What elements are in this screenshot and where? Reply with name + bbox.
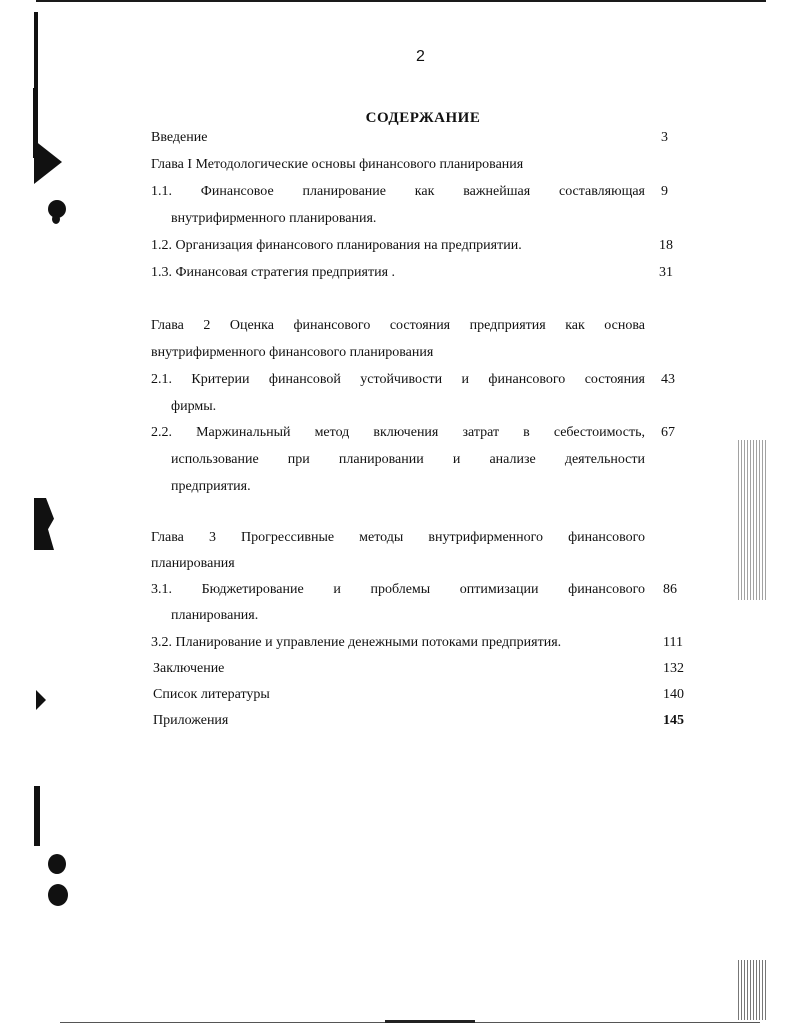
toc-entry-continuation <box>171 446 645 473</box>
toc-entry-page: 111 <box>663 635 683 650</box>
toc-entry-text: Глава 3 Прогрессивные методы внутрифирменного финансового <box>151 530 645 545</box>
toc-entry-page: 43 <box>661 372 675 387</box>
scan-blot <box>48 884 68 906</box>
toc-entry-text: 2.2. Маржинальный метод включения затрат в себестоимость, <box>151 425 645 440</box>
toc-entry-text: Введение <box>151 130 208 145</box>
toc-entry <box>153 681 684 708</box>
toc-chapter <box>151 524 645 551</box>
toc-entry-text: использование при планировании и анализе деятельности <box>171 452 645 467</box>
toc-entry-page: 18 <box>659 238 673 253</box>
scan-blot <box>48 854 66 874</box>
scan-blot <box>52 214 60 224</box>
toc-entry-page: 140 <box>663 687 684 702</box>
scan-noise <box>738 960 766 1020</box>
toc-entry-text: Список литературы <box>153 687 270 702</box>
toc-chapter <box>151 312 645 339</box>
toc-entry <box>153 655 684 682</box>
toc-entry-text: предприятия. <box>171 479 251 494</box>
page-number: 2 <box>416 48 425 65</box>
toc-entry <box>151 178 668 205</box>
toc-entry-page: 3 <box>661 130 668 145</box>
toc-entry <box>153 707 684 734</box>
toc-entry-text: 1.2. Организация финансового планирования на предприятии. <box>151 238 522 253</box>
toc-entry <box>151 629 683 656</box>
toc-entry-text: Глава I Методологические основы финансового планирования <box>151 157 524 172</box>
scan-border-top <box>36 0 766 2</box>
toc-entry-page: 67 <box>661 425 675 440</box>
scan-blot <box>34 498 54 550</box>
toc-entry-continuation <box>171 473 651 500</box>
toc-entry-text: Заключение <box>153 661 225 676</box>
toc-chapter <box>151 151 651 178</box>
scan-blot <box>36 690 46 710</box>
toc-entry-text: фирмы. <box>171 399 217 414</box>
toc-entry <box>151 576 677 603</box>
toc-entry-page: 86 <box>663 582 677 597</box>
scan-edge-mark <box>34 786 40 846</box>
toc-entry-text: внутрифирменного финансового планирования <box>151 345 434 360</box>
toc-entry-text: Приложения <box>153 713 229 728</box>
toc-entry-text: 3.2. Планирование и управление денежными потоками предприятия. <box>151 635 562 650</box>
toc-entry <box>151 259 673 286</box>
toc-title: СОДЕРЖАНИЕ <box>365 110 481 126</box>
toc-entry <box>151 419 675 446</box>
toc-chapter-continuation <box>151 339 651 366</box>
toc-entry-text: 2.1. Критерии финансовой устойчивости и финансового состояния <box>151 372 645 387</box>
toc-entry-text: планирования. <box>171 608 259 623</box>
toc-entry-text: Глава 2 Оценка финансового состояния предприятия как основа <box>151 318 645 333</box>
toc-entry <box>151 366 675 393</box>
scan-mark-bottom <box>385 1020 475 1023</box>
toc-chapter-continuation <box>151 550 651 577</box>
toc-entry-page: 31 <box>659 265 673 280</box>
toc-entry-continuation <box>171 393 651 420</box>
toc-entry <box>151 232 673 259</box>
scan-edge-mark <box>34 12 38 92</box>
toc-entry-page: 145 <box>663 713 684 728</box>
toc-entry <box>151 124 668 151</box>
scan-noise <box>738 440 766 600</box>
scan-blot <box>34 140 62 184</box>
toc-entry-continuation <box>171 205 651 232</box>
toc-entry-text: планирования <box>151 556 235 571</box>
toc-entry-text: 1.3. Финансовая стратегия предприятия . <box>151 265 396 280</box>
toc-entry-page: 9 <box>661 184 668 199</box>
toc-entry-text: внутрифирменного планирования. <box>171 211 377 226</box>
toc-entry-continuation <box>171 602 651 629</box>
toc-entry-text: 1.1. Финансовое планирование как важнейшая составляющая <box>151 184 645 199</box>
toc-entry-page: 132 <box>663 661 684 676</box>
toc-entry-text: 3.1. Бюджетирование и проблемы оптимизации финансового <box>151 582 645 597</box>
